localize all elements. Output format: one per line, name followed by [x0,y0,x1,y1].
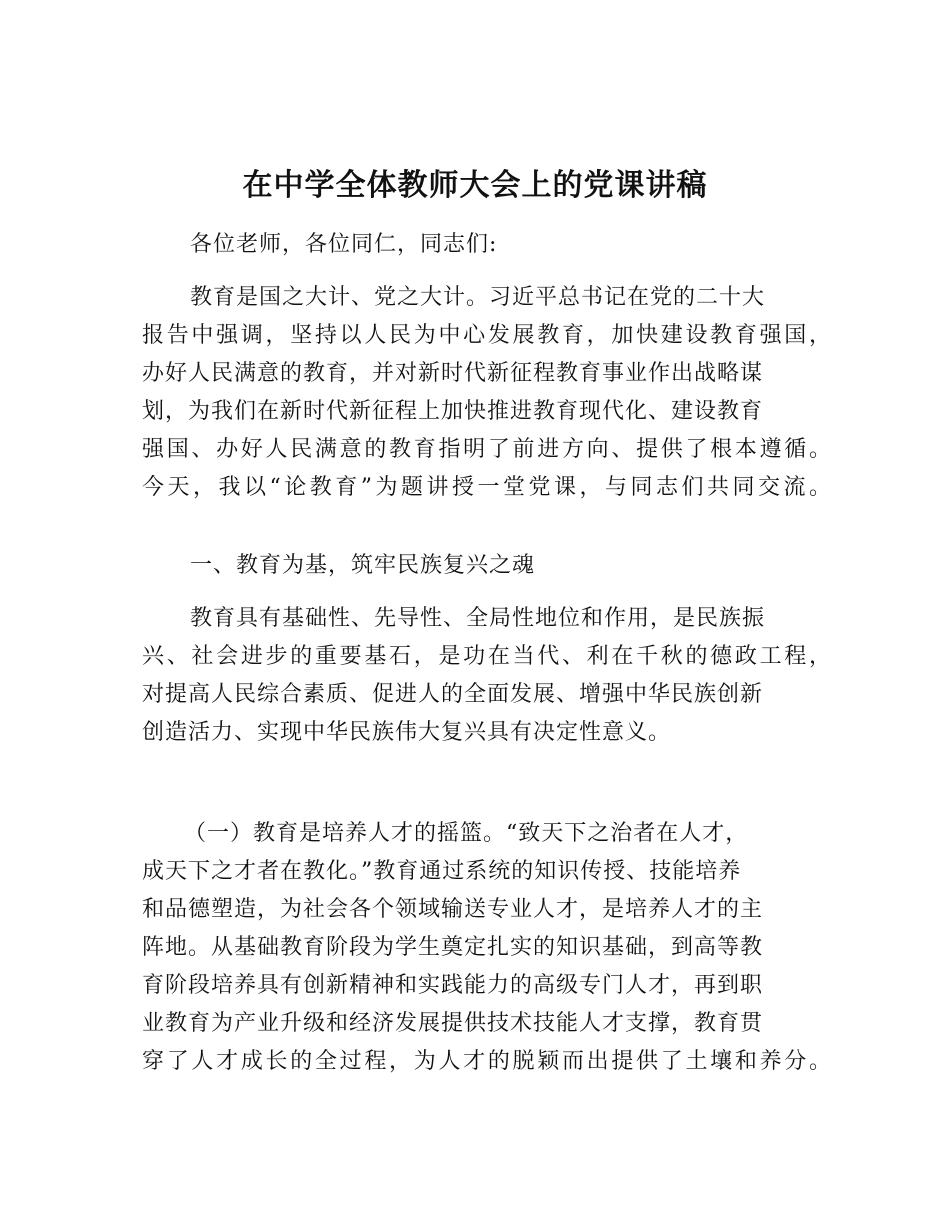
subsection-1-paragraph [142,815,832,1081]
section-heading-1 [142,547,832,585]
intro-line-4: 划，为我们在新时代新征程上加快推进教育现代化、建设教育 [142,399,764,424]
para2-line-1: 教育具有基础性、先导性、全局性地位和作用，是民族振 [190,606,766,631]
section-1-paragraph [142,600,832,752]
intro-paragraph [142,279,832,507]
para3-line-2: 成天下之才者在教化。”教育通过系统的知识传授、技能培养 [142,859,742,884]
para2-line-4: 创造活力、实现中华民族伟大复兴具有决定性意义。 [142,720,672,745]
document-title: 在中学全体教师大会上的党课讲稿 [242,168,708,203]
intro-line-2: 报告中强调，坚持以人民为中心发展教育，加快建设教育强国， [142,323,832,348]
para3-line-4: 阵地。从基础教育阶段为学生奠定扎实的知识基础，到高等教 [142,935,764,960]
para3-line-3: 和品德塑造，为社会各个领域输送专业人才，是培养人才的主 [142,897,764,922]
greeting-line: 各位老师，各位同仁，同志们: [190,232,498,257]
greeting-paragraph [142,226,832,264]
para3-line-1: （一）教育是培养人才的摇篮。“致天下之治者在人才， [184,821,749,846]
para3-line-5: 育阶段培养具有创新精神和实践能力的高级专门人才，再到职 [142,973,764,998]
intro-line-5: 强国、办好人民满意的教育指明了前进方向、提供了根本遵循。 [142,437,832,462]
intro-line-6: 今天，我以“论教育”为题讲授一堂党课，与同志们共同交流。 [142,475,832,500]
para3-line-6: 业教育为产业升级和经济发展提供技术技能人才支撑，教育贯 [142,1011,764,1036]
intro-line-1: 教育是国之大计、党之大计。习近平总书记在党的二十大 [190,285,766,310]
intro-line-3: 办好人民满意的教育，并对新时代新征程教育事业作出战略谋 [142,361,764,386]
para2-line-2: 兴、社会进步的重要基石，是功在当代、利在千秋的德政工程， [142,644,832,669]
para3-line-7: 穿了人才成长的全过程，为人才的脱颖而出提供了土壤和养分。 [142,1049,832,1074]
section-heading-1-text: 一、教育为基，筑牢民族复兴之魂 [190,553,536,578]
para2-line-3: 对提高人民综合素质、促进人的全面发展、增强中华民族创新 [142,682,764,707]
